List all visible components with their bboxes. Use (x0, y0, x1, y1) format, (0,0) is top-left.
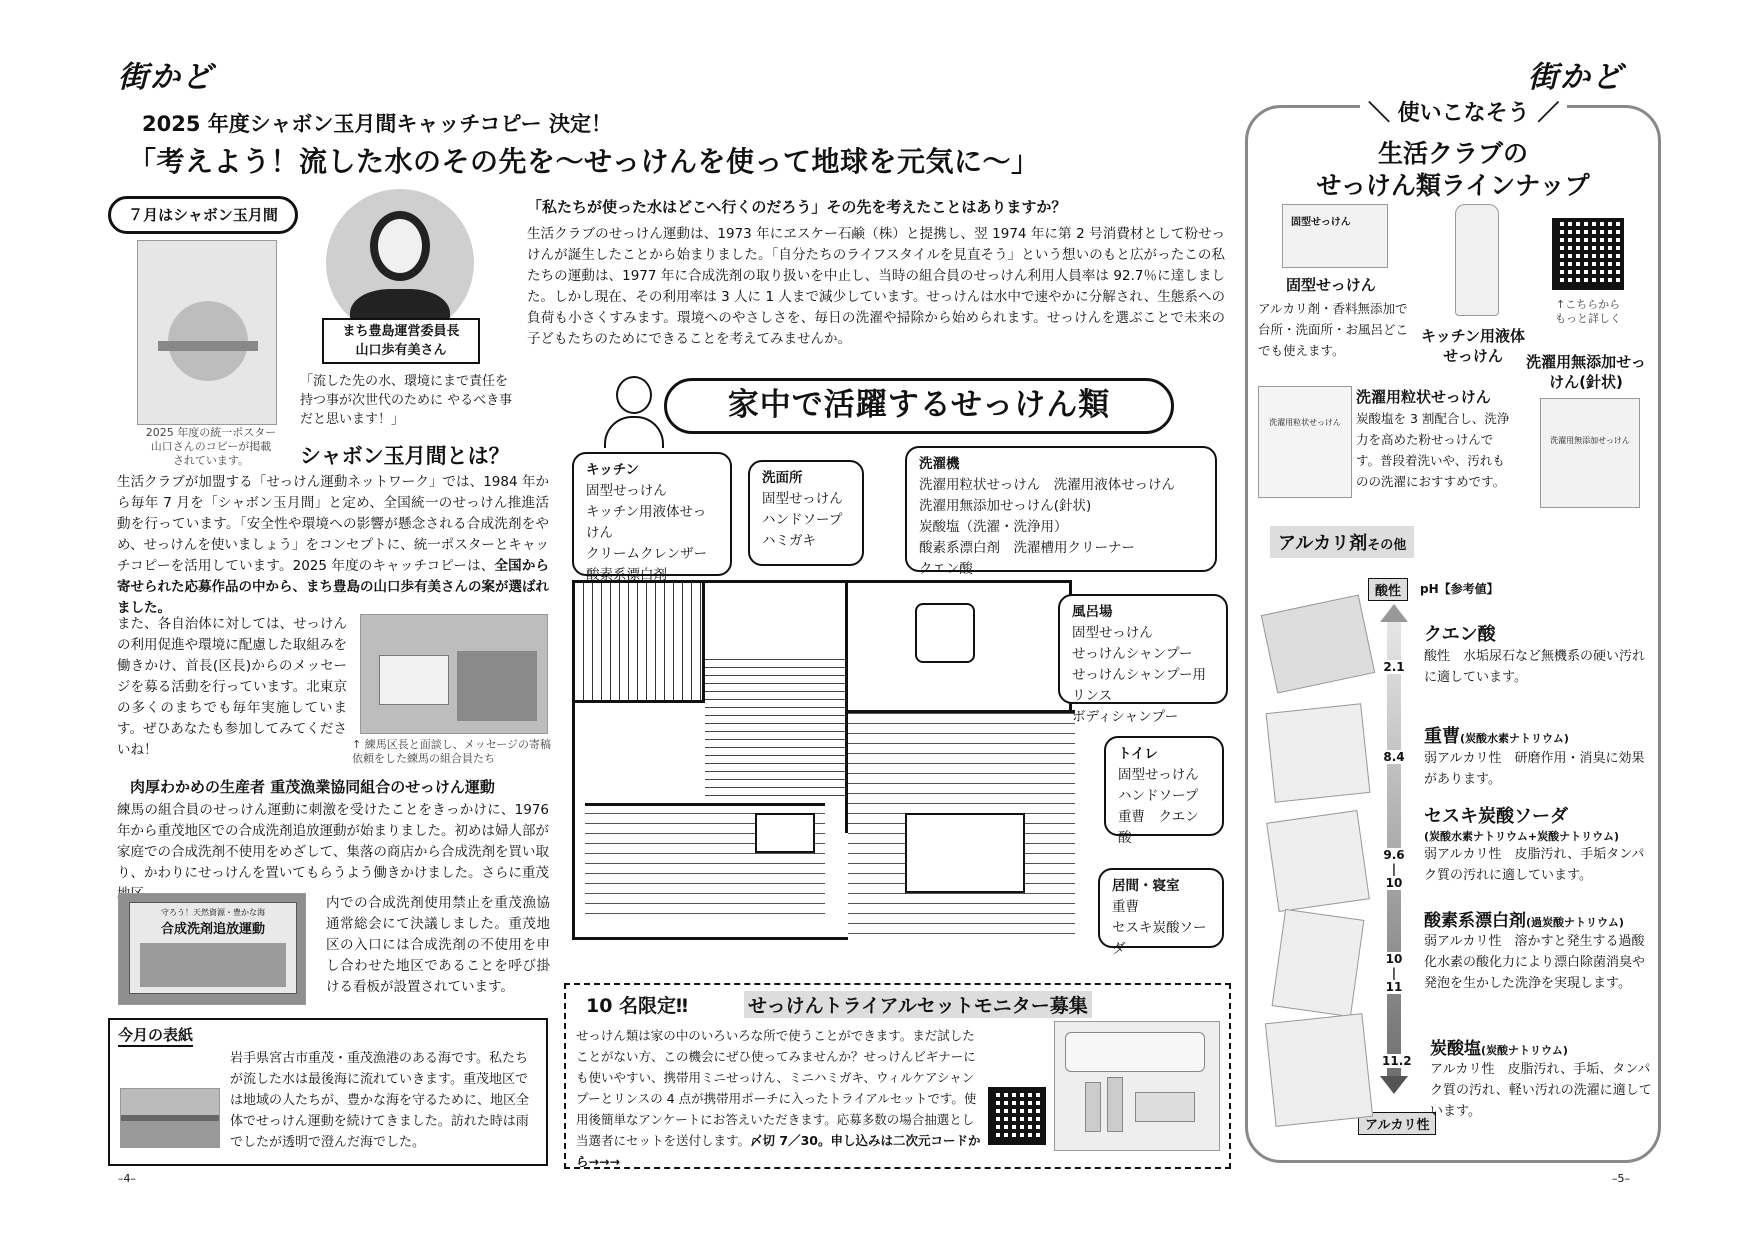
room-washroom-item: ハンドソープ (762, 512, 843, 528)
alkali-item-sub: (炭酸水素ナトリウム) (1460, 732, 1569, 745)
trial-box (564, 983, 1231, 1169)
room-kitchen (572, 452, 732, 583)
ph-value: 11.2 (1382, 1054, 1412, 1068)
group-photo (360, 614, 548, 734)
room-toilet-item: 固型せっけん (1118, 767, 1199, 783)
poster-caption: 2025 年度の統一ポスター 山口さんのコピーが掲載 されています。 (145, 426, 277, 467)
cover-photo (120, 1088, 220, 1148)
oxygen-bleach-image (1272, 909, 1365, 1017)
room-living (1098, 868, 1224, 957)
room-bathroom-title: 風呂場 (1072, 604, 1113, 620)
ph-value: 2.1 (1383, 660, 1405, 674)
committee-name: 山口歩有美さん (355, 343, 447, 358)
sesqui-image (1266, 810, 1370, 912)
committee-label (322, 318, 480, 364)
alkali-item-sub: (炭酸ナトリウム) (1481, 1044, 1568, 1057)
group-photo-caption: ↑ 練馬区長と面談し、メッセージの寄稿依頼をした練馬の組合員たち (352, 738, 552, 765)
lineup-qr-note: ↑こちらから もっと詳しく (1555, 298, 1621, 325)
room-washroom-item: 固型せっけん (762, 491, 843, 507)
solid-soap-desc: アルカリ剤・香料無添加で台所・洗面所・お風呂どこでも使えます。 (1258, 301, 1409, 358)
alkali-item (1424, 906, 1656, 994)
alkali-item-desc: 酸性 水垢尿石など無機系の硬い汚れに適しています。 (1424, 649, 1646, 685)
floor-plan-illustration (572, 580, 1072, 940)
trial-qr-code[interactable] (988, 1087, 1046, 1145)
trial-title: せっけんトライアルセットモニター募集 (744, 991, 1092, 1018)
lineup-title-2: せっけん類ラインナップ (1316, 171, 1590, 200)
washing-soda-image (1265, 1013, 1373, 1127)
room-kitchen-item: キッチン用液体せっけん (586, 504, 707, 541)
committee-portrait (326, 189, 474, 337)
committee-title: まち豊島運営委員長 (342, 324, 460, 339)
headline-kicker: 2025 年度シャボン玉月間キャッチコピー 決定！ (142, 112, 612, 136)
sign-small-text: 守ろう！天然資源・豊かな海 (161, 908, 265, 917)
trial-deadline: 〆切 7／30。申し込みは二次元コードから→→→ (576, 1133, 981, 1169)
intro-body: 生活クラブのせっけん運動は、1973 年にヱスケー石鹸（株）と提携し、翌 1974 年に第 2 号消費材として粉せっけんが誕生したことから始まりました。「自分たちのライフスタイルを見直そう」という想いのもと広がったこの私たちの運動は、1977 年に合成洗剤の取り扱いを中止し、当時の組合員のせっけん利用人員率は 92.7％に達しました。しかし現在、その利用率は 3 人に 1 人まで減少しています。せっけんは水中で速やかに分解され、生態系への負荷も小さくすみます。環境へのやさしさを、毎日の洗濯や掃除から始められます。せっけんを選ぶことで未来の子どもたちのためにできることを考えてみませんか。 (527, 226, 1225, 347)
room-bathroom-item: せっけんシャンプー用リンス (1072, 667, 1207, 704)
room-washroom (748, 460, 864, 566)
lineup-kicker-text: 使いこなそう (1397, 101, 1530, 126)
trial-body-wrap (576, 1025, 984, 1172)
intro-heading: 「私たちが使った水はどこへ行くのだろう」その先を考えたことはありますか？ (527, 198, 1067, 216)
cover-heading: 今月の表紙 (118, 1024, 193, 1047)
room-kitchen-title: キッチン (586, 462, 640, 478)
room-laundry-title: 洗濯機 (919, 456, 960, 472)
person-illustration (604, 376, 664, 446)
alkali-item (1430, 1034, 1654, 1122)
whatis-body-bold: 全国から寄せられた応募作品の中から、まち豊島の山口歩有美さんの案が選ばれました。 (117, 558, 549, 616)
room-kitchen-item: クリームクレンザー (586, 546, 708, 562)
room-bathroom-item: 固型せっけん (1072, 625, 1153, 641)
room-living-item: セスキ炭酸ソーダ (1112, 920, 1207, 957)
alkali-heading (1270, 526, 1414, 558)
alkali-item-name: クエン酸 (1424, 624, 1496, 645)
room-bathroom-item: ボディシャンプー (1072, 709, 1179, 725)
headline-main: 「考えよう！流した水のその先を～せっけんを使って地球を元気に～」 (128, 145, 1040, 178)
whatis-body-text: 生活クラブが加盟する「せっけん運動ネットワーク」では、1984 年から毎年 7 月を「シャボン玉月間」と定め、全国統一のせっけん推進活動を行っています。「安全性や環境への影響が懸念される合成洗剤をやめ、せっけんを使いましょう」をコンセプトに、統一ポスターとキャッチコピーを活用しています。2025 年度のキャッチコピーは、 (117, 474, 549, 574)
alkali-item-desc: 弱アルカリ性 溶かすと発生する過酸化水素の酸化力により漂白除菌消臭や発泡を生かした洗浄を実現します。 (1424, 934, 1646, 991)
alkali-item-desc: アルカリ性 皮脂汚れ、手垢、タンパク質の汚れ、軽い汚れの洗濯に適しています。 (1430, 1062, 1652, 1119)
month-pill: ７月はシャボン玉月間 (108, 196, 298, 234)
room-bathroom (1058, 594, 1228, 725)
alkali-item-name: 酸素系漂白剤 (1424, 911, 1526, 931)
logo-right: 街かど (1528, 60, 1624, 95)
room-living-item: 重曹 (1112, 899, 1139, 915)
lineup-qr-code[interactable] (1552, 218, 1624, 290)
scale-unit: pH【参考値】 (1420, 582, 1499, 596)
room-laundry (905, 446, 1217, 577)
room-laundry-item: 炭酸塩（洗濯・洗浄用） (919, 519, 1068, 535)
baking-soda-image (1266, 703, 1371, 803)
ph-value: 10 | 11 (1382, 952, 1406, 994)
whatis-body-2: また、各自治体に対しては、せっけんの利用促進や環境に配慮した取組みを働きかけ、首長(区長)からのメッセージを募る活動を行っています。北東京の多くのまちでも毎年実施しています。ぜひあなたも参加してみてくださいね！ (117, 616, 347, 758)
fisher-heading: 肉厚わかめの生産者 重茂漁業協同組合のせっけん運動 (130, 778, 495, 796)
trial-body: せっけん類は家の中のいろいろな所で使うことができます。まだ試したことがない方、この機会にぜひ使ってみませんか？せっけんビギナーにも使いやすい、携帯用ミニせっけん、ミニハミガキ、ウィルケアシャンプーとリンスの 4 点が携帯用ポーチに入ったトライアルセットです。使用後簡単なアンケートにお答えいただきます。応募多数の場合抽選とし当選者にセットを送付します。 (576, 1028, 977, 1148)
trial-set-photo (1054, 1021, 1220, 1151)
alkali-item-desc: 弱アルカリ性 研磨作用・消臭に効果があります。 (1424, 751, 1645, 787)
scale-bottom-label: アルカリ性 (1358, 1112, 1436, 1135)
solid-soap-name: 固型せっけん (1286, 276, 1376, 294)
alkali-heading-text: アルカリ剤 (1278, 533, 1368, 554)
granular-soap-image (1258, 386, 1352, 498)
needle-soap-package-label: 洗濯用無添加せっけん (1550, 436, 1630, 445)
lineup-title-1: 生活クラブの (1377, 139, 1528, 168)
room-kitchen-item: 酸素系漂白剤 (586, 567, 667, 583)
granular-soap-name: 洗濯用粒状せっけん (1356, 388, 1491, 406)
alkali-item-sub: (炭酸水素ナトリウム+炭酸ナトリウム) (1424, 830, 1620, 843)
trial-limit: 10 名限定‼ (586, 995, 688, 1017)
house-banner: 家中で活躍するせっけん類 (664, 378, 1174, 434)
alkali-item-name: 炭酸塩 (1430, 1039, 1481, 1059)
room-laundry-item: 酸素系漂白剤 洗濯槽用クリーナー (919, 540, 1135, 556)
alkali-heading-small: その他 (1367, 538, 1407, 553)
sign-photo (118, 893, 306, 1005)
alkali-item-desc: 弱アルカリ性 皮脂汚れ、手垢タンパク質の汚れに適しています。 (1424, 847, 1645, 883)
room-toilet-item: 重曹 クエン酸 (1118, 809, 1199, 846)
kitchen-liquid-name: キッチン用液体せっけん (1421, 327, 1525, 365)
fisher-body-2: 内での合成洗剤使用禁止を重茂漁協通常総会にて決議しました。重茂地区の入口には合成洗剤の不使用を申し合わせた地区であることを呼び掛ける看板が設置されています。 (326, 895, 550, 995)
room-toilet-item: ハンドソープ (1118, 788, 1199, 804)
scale-top-label: 酸性 (1368, 578, 1408, 601)
needle-soap-name: 洗濯用無添加せっけん(針状) (1526, 353, 1646, 391)
alkali-item (1424, 802, 1654, 886)
alkali-item (1424, 620, 1654, 688)
room-washroom-title: 洗面所 (762, 470, 803, 486)
granular-soap-desc: 炭酸塩を 3 割配合し、洗浄力を高めた粉せっけんです。普段着洗いや、汚れものの洗濯におすすめです。 (1356, 411, 1510, 489)
cover-body: 岩手県宮古市重茂・重茂漁港のある海です。私たちが流した水は最後海に流れていきます。重茂地区では地域の人たちが、豊かな海を守るために、地区全体でせっけん運動を続けてきました。訪れた時は雨でしたが透明で澄んだ海でした。 (230, 1051, 530, 1150)
alkali-item-name: 重曹 (1424, 726, 1460, 747)
room-bathroom-item: せっけんシャンプー (1072, 646, 1193, 662)
alkali-item-name: セスキ炭酸ソーダ (1424, 806, 1568, 827)
page-number-right: –5– (1612, 1172, 1630, 1185)
room-laundry-item: 洗濯用無添加せっけん(針状) (919, 498, 1092, 514)
room-toilet-title: トイレ (1118, 746, 1158, 762)
room-washroom-item: ハミガキ (762, 533, 816, 549)
lineup-kicker: ＼ 使いこなそう ／ (1360, 96, 1567, 127)
fisher-body: 練馬の組合員のせっけん運動に刺激を受けたことをきっかけに、1976 年から重茂地区での合成洗剤追放運動が始まりました。初めは婦人部が家庭での合成洗剤不使用をめざして、集落の商店から合成洗剤を買い取り、かわりにせっけんを置いてもらうよう働きかけました。さらに重茂 (117, 802, 549, 881)
whatis-body (117, 472, 549, 619)
alkali-item (1424, 722, 1654, 790)
logo-left: 街かど (118, 60, 214, 95)
committee-quote: 「流した先の水、環境にまで責任を持つ事が次世代のために やるべき事だと思います！」 (300, 374, 513, 427)
room-toilet (1104, 736, 1224, 846)
whatis-heading: シャボン玉月間とは？ (300, 444, 510, 468)
sign-title: 合成洗剤追放運動 (160, 922, 265, 937)
kitchen-liquid-image (1455, 204, 1499, 316)
room-laundry-item: 洗濯用粒状せっけん 洗濯用液体せっけん (919, 477, 1175, 493)
ph-value: 8.4 (1383, 750, 1405, 764)
poster-image (137, 240, 277, 425)
cover-box (108, 1018, 548, 1166)
room-laundry-item: クエン酸 (919, 561, 973, 577)
granular-soap-package-label: 洗濯用粒状せっけん (1269, 418, 1341, 427)
needle-soap-image (1540, 398, 1640, 508)
ph-value: 9.6 | 10 (1383, 848, 1405, 890)
solid-soap-image (1282, 204, 1388, 268)
solid-soap-package-label: 固型せっけん (1291, 217, 1351, 228)
page-number-left: –4– (118, 1172, 136, 1185)
alkali-item-sub: (過炭酸ナトリウム) (1526, 916, 1624, 929)
room-kitchen-item: 固型せっけん (586, 483, 667, 499)
room-living-title: 居間・寝室 (1112, 878, 1180, 894)
